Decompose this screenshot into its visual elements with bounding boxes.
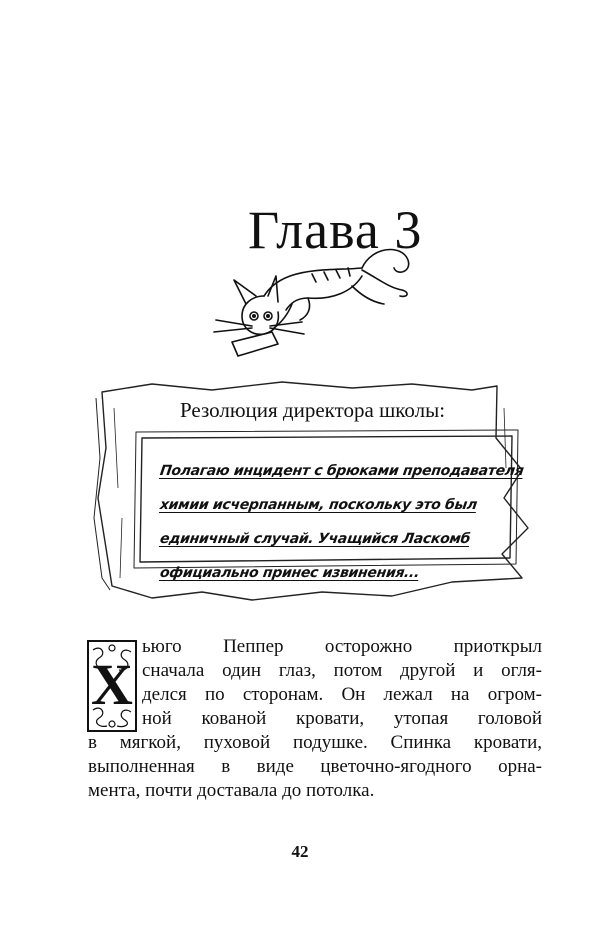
body-line: ьюго Пеппер осторожно приоткрыл bbox=[142, 636, 542, 657]
body-line: мента, почти доставала до потолка. bbox=[88, 780, 375, 801]
page-number: 42 bbox=[291, 842, 309, 861]
cat-illustration bbox=[212, 246, 442, 366]
body-line: делся по сторонам. Он лежал на огром- bbox=[142, 684, 542, 705]
note-line: единичный случай. Учащийся Ласкомб bbox=[158, 531, 472, 547]
body-line: сначала один глаз, потом другой и огля- bbox=[142, 660, 542, 681]
note-heading: Резолюция директора школы: bbox=[180, 398, 446, 422]
chapter-title: Глава 3 bbox=[248, 200, 423, 260]
body-line: в мягкой, пуховой подушке. Спинка кровати, bbox=[88, 732, 542, 753]
note-line: официально принес извинения... bbox=[158, 565, 421, 581]
body-line: ной кованой кровати, утопая головой bbox=[142, 708, 542, 729]
drop-cap bbox=[87, 640, 137, 732]
drop-cap-letter: Х bbox=[91, 652, 133, 717]
note-line: химии исчерпанным, поскольку это был bbox=[158, 497, 479, 513]
body-line: выполненная в виде цветочно-ягодного орна- bbox=[88, 756, 542, 777]
note-line: Полагаю инцидент с брюками преподавателя bbox=[158, 463, 525, 479]
